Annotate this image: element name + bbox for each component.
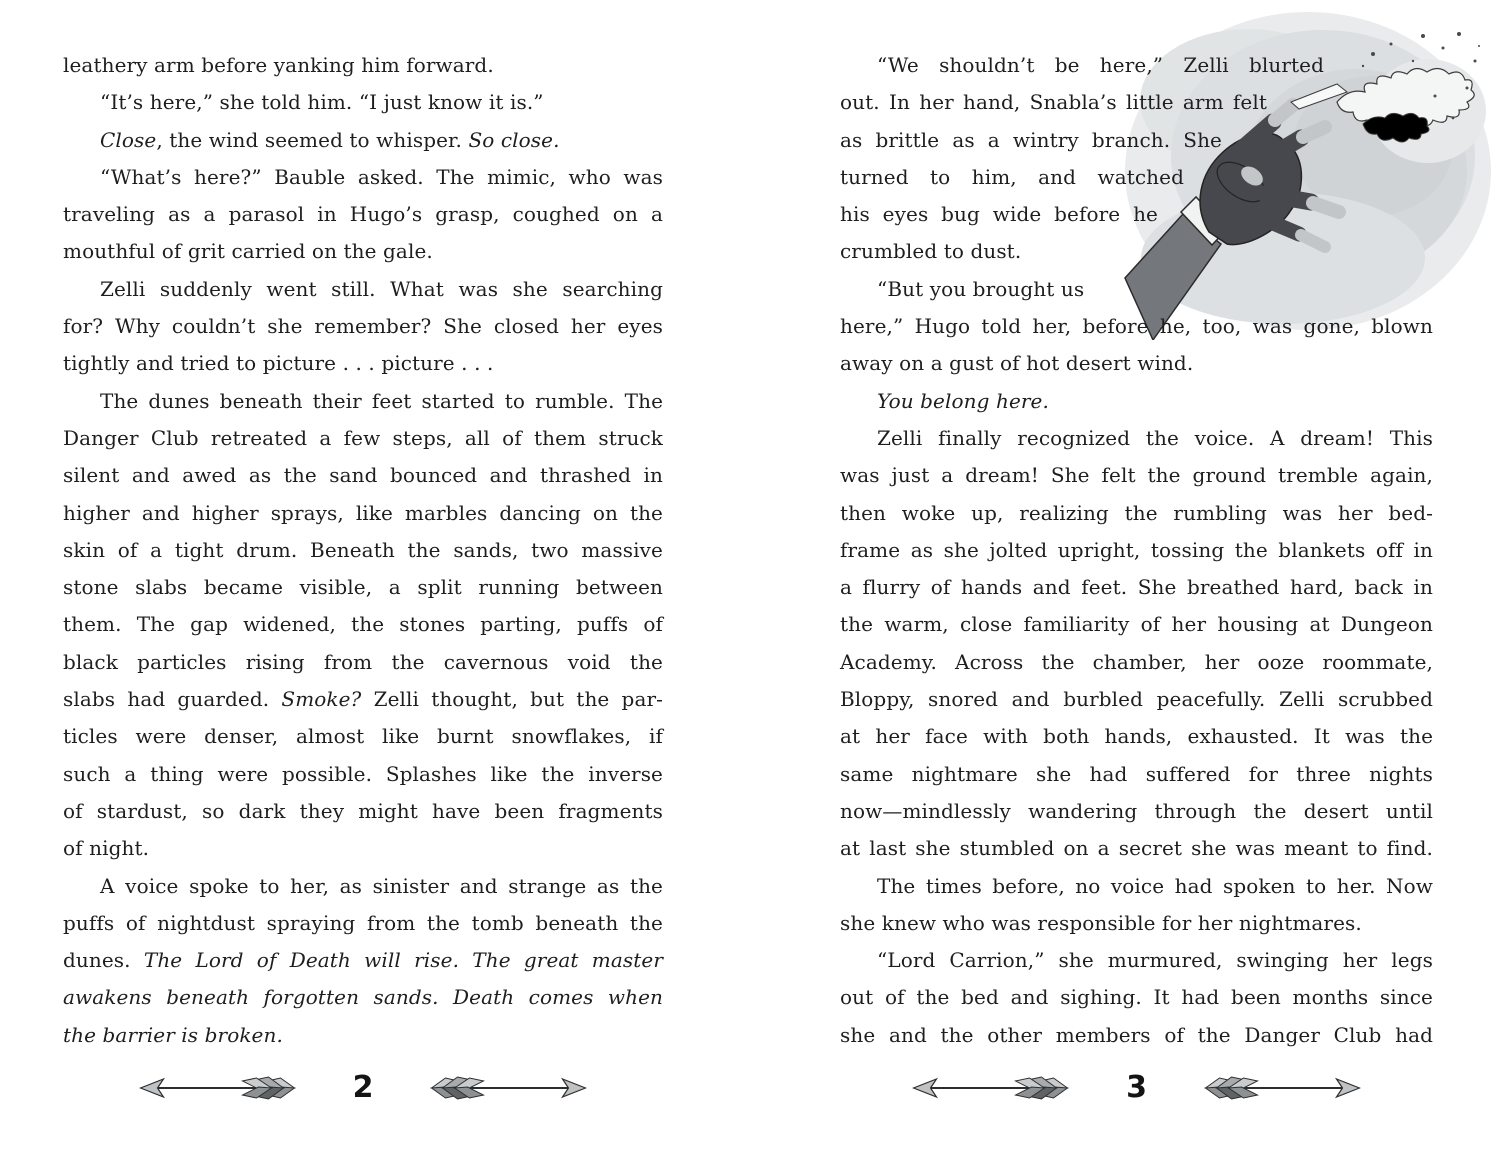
text-line [63,942,663,979]
text-segment: same nightmare she had suffered for three nights [840,761,1433,786]
text-segment-italic: You belong here. [877,388,1049,413]
text-segment-italic: the barrier is broken. [63,1022,283,1047]
text-segment: she and the other members of the Danger Club had [840,1022,1433,1047]
text-line [63,383,663,420]
text-line [63,532,663,569]
text-segment-italic: Close [100,127,157,152]
text-segment: skin of a tight drum. Beneath the sands, two massive [63,537,663,562]
text-segment: “Lord Carrion,” she murmured, swinging her legs [877,948,1433,973]
text-line [63,84,663,121]
text-segment: such a thing were possible. Splashes like the inverse [63,761,663,786]
text-line [63,606,663,643]
text-segment: , the wind seemed to whisper. [156,127,469,152]
text-segment: Bloppy, snored and burbled peacefully. Zelli scrubbed [840,687,1433,712]
page-left-lines [63,47,663,1054]
text-line [63,830,663,867]
text-line [840,532,1433,569]
text-line [63,47,663,84]
text-segment: at her face with both hands, exhausted. It was the [840,724,1433,749]
text-line [840,271,1433,308]
page-footer-left [63,1064,663,1112]
page-right [840,47,1433,1054]
text-segment: his eyes bug wide before he [840,202,1158,227]
text-segment: as brittle as a wintry branch. She [840,127,1222,152]
text-line [63,681,663,718]
text-segment: here,” Hugo told her, before he, too, was gone, blown [840,314,1433,339]
text-segment: mouthful of grit carried on the gale. [63,239,433,264]
text-line [63,159,663,196]
text-line [63,979,663,1016]
text-segment: them. The gap widened, the stones parting, puffs of [63,612,663,637]
text-segment: a flurry of hands and feet. She breathed hard, back in [840,575,1433,600]
text-segment: for? Why couldn’t she remember? She closed her eyes [63,314,663,339]
text-line [840,420,1433,457]
text-segment-italic: Smoke? [281,687,362,712]
text-segment: then woke up, realizing the rumbling was her bed- [840,500,1433,525]
text-line [840,942,1433,979]
text-segment-italic: The Lord of Death will rise. The great master [143,948,663,973]
page-right-lines [840,47,1433,1054]
text-segment: traveling as a parasol in Hugo’s grasp, coughed on a [63,202,663,227]
text-line [840,1017,1433,1054]
text-line [840,233,1433,270]
text-line [840,793,1433,830]
text-segment: silent and awed as the sand bounced and thrashed in [63,463,663,488]
arrow-left-icon [912,1075,1070,1101]
text-line [840,495,1433,532]
text-line [63,495,663,532]
text-line [840,308,1433,345]
text-line [840,868,1433,905]
text-segment: puffs of nightdust spraying from the tomb beneath the [63,910,663,935]
page-number-right: 3 [1126,1070,1147,1105]
text-line [840,830,1433,867]
text-segment: leathery arm before yanking him forward. [63,53,494,77]
text-line [63,868,663,905]
text-segment: higher and higher sprays, like marbles dancing on the [63,500,663,525]
text-line [63,345,663,382]
text-segment: of stardust, so dark they might have been fragments [63,798,663,823]
text-line [63,718,663,755]
text-line [840,47,1324,84]
text-segment: was just a dream! She felt the ground tremble again, [840,463,1433,488]
text-segment: she knew who was responsible for her nightmares. [840,910,1362,935]
text-line [63,569,663,606]
text-segment: “But you brought us [877,276,1085,301]
text-line [840,457,1433,494]
text-line [840,569,1433,606]
arrow-right-icon [1203,1075,1361,1101]
text-segment: Academy. Across the chamber, her ooze roommate, [840,649,1433,674]
text-segment: The times before, no voice had spoken to her. Now [877,873,1433,898]
text-segment: crumbled to dust. [840,239,1022,264]
arrow-left-icon [139,1075,297,1101]
text-line [840,718,1433,755]
text-line [840,606,1433,643]
text-segment: Zelli thought, but the par- [361,687,663,712]
text-line [63,308,663,345]
text-segment: of night. [63,836,150,861]
text-segment: “It’s here,” she told him. “I just know it is.” [100,90,544,115]
text-line [63,756,663,793]
text-segment: Zelli suddenly went still. What was she searching [100,276,663,301]
text-line [840,979,1433,1016]
text-segment: tightly and tried to picture . . . picture . . . [63,351,494,376]
text-segment: “What’s here?” Bauble asked. The mimic, who was [100,164,663,189]
text-line [63,122,663,159]
text-segment-italic: So close. [468,127,560,152]
text-segment: stone slabs became visible, a split running between [63,575,663,600]
text-line [840,345,1433,382]
text-line [63,196,663,233]
page-footer-right [840,1064,1433,1112]
text-line [840,196,1158,233]
text-segment: now—mindlessly wandering through the desert until [840,798,1433,823]
text-segment: dunes. [63,948,144,973]
text-segment: The dunes beneath their feet started to rumble. The [100,388,663,413]
text-line [63,271,663,308]
text-line [840,681,1433,718]
text-segment: “We shouldn’t be here,” Zelli blurted [877,53,1324,77]
text-segment: at last she stumbled on a secret she was meant to find. [840,836,1433,861]
text-segment-italic: awakens beneath forgotten sands. Death comes when [63,985,663,1010]
text-segment: black particles rising from the cavernous void the [63,649,663,674]
text-segment: out of the bed and sighing. It had been months since [840,985,1433,1010]
text-line [840,84,1267,121]
text-line [63,457,663,494]
text-line [840,122,1222,159]
text-line [63,644,663,681]
text-segment: out. In her hand, Snabla’s little arm felt [840,90,1267,115]
text-segment: away on a gust of hot desert wind. [840,351,1194,376]
text-line [63,1017,663,1054]
text-segment: the warm, close familiarity of her housing at Dungeon [840,612,1433,637]
text-segment: A voice spoke to her, as sinister and strange as the [100,873,663,898]
text-line [63,233,663,270]
page-left [63,47,663,1054]
text-segment: slabs had guarded. [63,687,282,712]
text-line [63,905,663,942]
text-segment: frame as she jolted upright, tossing the blankets off in [840,537,1433,562]
text-line [840,644,1433,681]
text-line [63,420,663,457]
text-line [840,905,1433,942]
arrow-right-icon [429,1075,587,1101]
text-segment: Danger Club retreated a few steps, all of them struck [63,425,663,450]
text-line [840,383,1433,420]
text-segment: turned to him, and watched [840,164,1184,189]
text-line [63,793,663,830]
text-segment: ticles were denser, almost like burnt snowflakes, if [63,724,663,749]
text-line [840,756,1433,793]
text-line [840,159,1184,196]
page-number-left: 2 [352,1070,374,1105]
text-segment: Zelli finally recognized the voice. A dream! This [877,425,1433,450]
